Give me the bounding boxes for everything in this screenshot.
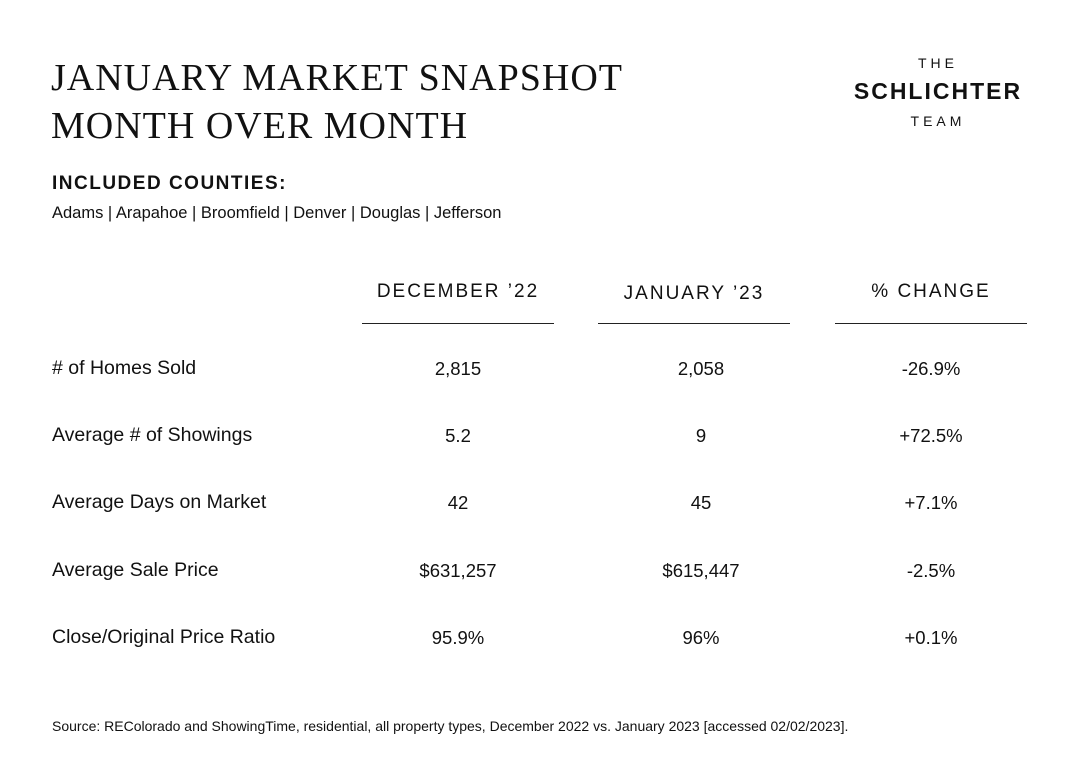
table-cell: +72.5% — [899, 425, 963, 446]
team-logo — [840, 54, 1036, 130]
table-cell: $615,447 — [662, 560, 740, 581]
table-cell: 45 — [690, 492, 712, 513]
row-label: Close/Original Price Ratio — [52, 626, 276, 648]
title-line-2: MONTH OVER MONTH — [51, 105, 469, 147]
column-header-december: DECEMBER ’22 — [376, 281, 540, 302]
table-cell: 2,815 — [434, 358, 482, 379]
row-label: Average # of Showings — [52, 424, 253, 446]
table-cell: -26.9% — [901, 358, 961, 379]
table-cell: +0.1% — [904, 627, 958, 648]
counties-label: INCLUDED COUNTIES: — [52, 173, 287, 194]
page-title — [51, 54, 623, 150]
table-cell: 9 — [695, 425, 707, 446]
table-cell: +7.1% — [904, 492, 958, 513]
table-cell: 2,058 — [677, 358, 725, 379]
table-cell: 95.9% — [431, 627, 485, 648]
column-divider — [362, 323, 554, 324]
column-divider — [598, 323, 790, 324]
column-header-january: JANUARY ’23 — [623, 283, 765, 304]
logo-the: THE — [918, 55, 958, 71]
source-note: Source: REColorado and ShowingTime, residential, all property types, December 2022 vs. January 2023 [accessed 02/02/2023]. — [52, 718, 849, 734]
table-cell: 96% — [682, 627, 720, 648]
row-label: Average Days on Market — [52, 491, 267, 513]
column-divider — [835, 323, 1027, 324]
table-cell: $631,257 — [419, 560, 497, 581]
row-label: Average Sale Price — [52, 559, 219, 581]
title-line-1: JANUARY MARKET SNAPSHOT — [51, 57, 623, 99]
column-header-change: % CHANGE — [871, 281, 991, 302]
row-label: # of Homes Sold — [52, 357, 197, 379]
counties-list: Adams | Arapahoe | Broomfield | Denver | Douglas | Jefferson — [52, 204, 502, 222]
logo-team: TEAM — [910, 113, 966, 129]
logo-name: SCHLICHTER — [853, 78, 1023, 104]
table-cell: -2.5% — [906, 560, 956, 581]
table-cell: 5.2 — [445, 425, 471, 446]
table-cell: 42 — [447, 492, 469, 513]
